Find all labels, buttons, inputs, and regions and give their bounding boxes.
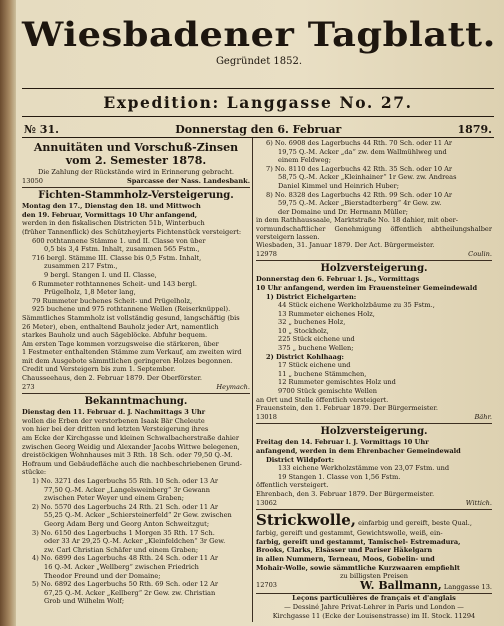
bekannt-item: zw. Carl Christian Schäfer und einem Graben; bbox=[44, 545, 199, 554]
parcel-item: Daniel Kimmel und Heinrich Huber; bbox=[278, 181, 399, 190]
holz1-tail: Frauenstein, den 1. Februar 1879. Der Bürgermeister. bbox=[256, 404, 438, 413]
holz2-heading: Holzversteigerung. bbox=[320, 426, 428, 438]
holz1-district: 2) District Kohlhaag: bbox=[266, 352, 344, 361]
strick-line: zu billigsten Preisen bbox=[339, 572, 409, 581]
masthead bbox=[20, 12, 498, 72]
holz1-item: 13 Rummeter eichenes Holz, bbox=[278, 309, 375, 318]
parcel-item: 58,75 Q.-M. Acker „Kleinhainer“ 1r Gew. zw. Andreas bbox=[278, 173, 457, 182]
fichten-footer bbox=[22, 384, 250, 392]
strick-line: Mohair-Wolle, sowie sämmtliche Kurzwaaren empfiehlt bbox=[256, 563, 460, 572]
fichten-line: Prügelholz, 1,8 Meter lang, bbox=[44, 288, 136, 297]
holz1-item: 17 Stück eichene und bbox=[278, 361, 351, 370]
newspaper-title: Wiesbadener Tagblatt. bbox=[21, 15, 497, 55]
strick-num: 12703 bbox=[256, 580, 277, 589]
holz2-num: 13062 bbox=[256, 498, 277, 507]
bekannt-item: 3) No. 6150 des Lagerbuchs 1 Morgen 35 Rth. 17 Sch. bbox=[32, 528, 215, 537]
fichten-num: 273 bbox=[22, 382, 35, 391]
fichten-line: 0,5 bis 3,4 Fstm. Inhalt, zusammen 565 Fstm., bbox=[44, 245, 200, 254]
closing-sign: Coulin. bbox=[468, 249, 492, 258]
bekannt-item: 1) No. 3271 des Lagerbuchs 55 Rth. 10 Sch. oder 13 Ar bbox=[32, 477, 219, 485]
bekannt-item: 2) No. 5570 des Lagerbuchs 24 Rth. 21 Sch. oder 11 Ar bbox=[32, 502, 219, 511]
closing-line: Wiesbaden, 31. Januar 1879. Der Act. Bürgermeister. bbox=[256, 241, 435, 250]
fichten-line: mit dem Ausgebote sämmtlichen geringeren Holzes begonnen. bbox=[22, 356, 233, 365]
issue-date: Donnerstag den 6. Februar bbox=[175, 123, 342, 136]
holz1-item: 32 „ buchenes Holz, bbox=[278, 318, 346, 327]
bekannt-line: stücke: bbox=[22, 468, 47, 477]
bekannt-line: von hier bei der dritten und letzten Versteigerung ihres bbox=[22, 425, 209, 434]
fichten-sign: Heymach. bbox=[216, 382, 250, 391]
holz2-tail: Ehrenbach, den 3. Februar 1879. Der Bürgermeister. bbox=[256, 489, 435, 498]
issue-number: № 31. bbox=[24, 123, 59, 136]
bekannt-line: wollen die Erben der verstorbenen Isaak Bär Cheleute bbox=[22, 416, 205, 425]
closing-footer bbox=[256, 251, 492, 259]
holz2-line: Freitag den 14. Februar l. J. Vormittags 10 Uhr bbox=[256, 438, 429, 447]
holz2-item: 19 Stangen 1. Classe von 1,56 Fstm. bbox=[278, 472, 401, 481]
parcel-item: einem Feldweg; bbox=[278, 156, 331, 165]
bekannt-item: Grob und Wilhelm Wolf; bbox=[44, 597, 125, 606]
parcel-item: 8) No. 8328 des Lagerbuchs 42 Rth. 99 Sch. oder 10 Ar bbox=[266, 190, 453, 199]
separator bbox=[22, 393, 250, 394]
holz1-item: 11 „ buchene Stämmchen, bbox=[278, 369, 367, 378]
rule-mid bbox=[22, 116, 494, 117]
strick-line: Brooks, Clarks, Elsässer und Pariser Häkelgarn bbox=[256, 546, 433, 555]
holz1-footer bbox=[256, 414, 492, 422]
right-column bbox=[256, 140, 492, 620]
bekannt-item: zwischen Peter Weyer und einem Graben; bbox=[44, 494, 184, 503]
holz2-line: anfangend, werden in dem Ehrenbacher Gemeindewald bbox=[256, 447, 461, 455]
fichten-line: 26 Meter), eben, enthaltend Bauholz jeder Art, namentlich bbox=[22, 322, 219, 331]
fichten-line: Sämmtliches Stammholz ist vollständig gesund, langschäftig (bis bbox=[22, 313, 240, 322]
fichten-line: zusammen 217 Fstm., bbox=[44, 262, 118, 271]
bekannt-line: Dienstag den 11. Februar d. J. Nachmittags 3 Uhr bbox=[22, 408, 206, 417]
holz2-footer bbox=[256, 500, 492, 508]
founded-line: Gegründet 1852. bbox=[215, 56, 303, 67]
ballmann-addr: Langgasse 13. bbox=[443, 582, 492, 591]
bekannt-item: 5) No. 6892 des Lagerbuchs 50 Rth. 69 Sch. oder 12 Ar bbox=[32, 580, 219, 589]
annuitaeten-sign: Sparcasse der Nass. Landesbank. bbox=[127, 176, 250, 185]
holz1-item: 44 Stück eichene Werkholzbäume zu 35 Fstm., bbox=[278, 301, 435, 310]
lecons-line: — Dessiné Jahre Privat-Lehrer in Paris und London — bbox=[284, 602, 464, 611]
fichten-line: Chausseehaus, den 2. Februar 1879. Der Oberförster. bbox=[22, 374, 202, 383]
lecons-line: Kirchgasse 11 (Ecke der Louisenstrasse) im II. Stock. 11294 bbox=[272, 611, 476, 620]
bekannt-line: am Ecke der Kirchgasse und kleinen Schwalbacherstraße dahier bbox=[22, 434, 239, 443]
fichten-line: Credit und Versteigern bis zum 1. September. bbox=[22, 365, 176, 374]
fichten-heading: Fichten-Stammholz-Versteigerung. bbox=[38, 190, 234, 202]
bekannt-line: Hofraum und Gebäudefläche auch die nachbeschriebenen Grund- bbox=[22, 459, 242, 468]
fichten-line: 79 Rummeter buchenes Scheit- und Prügelholz, bbox=[32, 296, 193, 305]
holz2-item: 133 eichene Werkholzstämme von 23,07 Fstm. und bbox=[278, 464, 450, 473]
fichten-line: werden in den fiskalischen Districten 51b, Winterbuch bbox=[22, 219, 205, 228]
separator bbox=[256, 509, 492, 510]
strick-line: farbig, gereift und gestammt, Gewichtswolle, weiß, ein- bbox=[256, 529, 443, 538]
fichten-line: 6 Rummeter rothtannenes Scheit- und 143 bergl. bbox=[32, 279, 197, 288]
lecons-ad bbox=[256, 593, 492, 620]
strick-footer bbox=[256, 578, 492, 592]
holz1-num: 13018 bbox=[256, 412, 277, 421]
holz1-item: 9700 Stück gemischte Wellen bbox=[278, 387, 378, 396]
bekannt-line: zwischen Georg Weidig und Alexander Jacobs Wittwe belegenen, bbox=[22, 442, 240, 451]
holz1-line: Donnerstag den 6. Februar l. Js., Vormittags bbox=[256, 275, 420, 284]
closing-line: vormundschaftlicher Genehmigung öffentlich abtheilungshalber versteigern lassen. bbox=[256, 224, 492, 241]
issue-bar bbox=[24, 123, 492, 136]
bekannt-line: dreistöckigen Wohnhauses mit 3 Rth. 18 Sch. oder 79,50 Q.-M. bbox=[22, 451, 233, 460]
strick-first-line bbox=[256, 512, 492, 529]
holz2-tail: öffentlich versteigert. bbox=[256, 481, 329, 490]
annuitaeten-heading: Annuitäten und Vorschuß-Zinsen vom 2. Semester 1878. bbox=[33, 141, 239, 167]
holz2-district: District Wildpfort: bbox=[266, 455, 335, 464]
fichten-line: Montag den 17., Dienstag den 18. und Mittwoch bbox=[22, 202, 201, 211]
closing-num: 12978 bbox=[256, 249, 277, 258]
strick-line: farbig, gereift und gestammt, Tamischel- Estremadura, bbox=[256, 537, 461, 546]
parcel-item: 6) No. 6908 des Lagerbuchs 44 Rth. 70 Sch. oder 11 Ar bbox=[266, 140, 453, 147]
strick-line: einfarbig und gereift, beste Qual., bbox=[358, 519, 472, 528]
bekannt-item: 67,25 Q.-M. Acker „Kellberg“ 2r Gew. zw. Christian bbox=[44, 588, 216, 597]
rule-top bbox=[22, 88, 494, 89]
bekannt-item: 55,25 Q.-M. Acker „Schiersteinerfeld“ 2r Gew. zwischen bbox=[44, 511, 232, 520]
strick-line: in allen Nummern, Terneau, Moos, Gobelin- und bbox=[256, 554, 435, 563]
separator bbox=[256, 423, 492, 424]
bekannt-item: Georg Adam Berg und Georg Anton Schweitzgut; bbox=[44, 519, 210, 528]
annuitaeten-footer bbox=[22, 178, 250, 186]
lecons-heading: Leçons particulières de français et d'anglais bbox=[292, 594, 456, 603]
left-column bbox=[22, 140, 250, 620]
strickwolle-word: Strickwolle, bbox=[256, 511, 356, 530]
ballmann-firm: W. Ballmann, bbox=[360, 578, 442, 592]
rule-under-issue bbox=[22, 137, 494, 138]
bekannt-item: Theodor Freund und der Domaine; bbox=[44, 571, 161, 580]
issue-year: 1879. bbox=[457, 123, 492, 136]
bekannt-heading: Bekanntmachung. bbox=[84, 396, 188, 408]
fichten-line: 9 bergl. Stangen I. und II. Classe, bbox=[44, 270, 157, 279]
fichten-line: den 19. Februar, Vormittags 10 Uhr anfangend, bbox=[22, 210, 198, 219]
fichten-line: Am ersten Tage kommen vorzugsweise die stärkeren, über bbox=[22, 339, 219, 348]
holz1-item: 10 „ Stockholz, bbox=[278, 326, 329, 335]
separator bbox=[256, 260, 492, 261]
parcel-item: 7) No. 8110 des Lagerbuchs 42 Rth. 35 Sch. oder 10 Ar bbox=[266, 164, 453, 173]
holz1-item: 12 Rummeter gemischtes Holz und bbox=[278, 378, 396, 387]
bekannt-item: 4) No. 6899 des Lagerbuchs 48 Rth. 24 Sch. oder 11 Ar bbox=[32, 554, 219, 563]
fichten-line: 1 Festmeter enthaltenden Stämme zum Verkauf, am zweiten wird bbox=[22, 348, 242, 357]
holz1-line: 10 Uhr anfangend, werden im Frauensteiner Gemeindewald bbox=[256, 283, 478, 292]
bekannt-item: oder 33 Ar 29,25 Q.-M. Acker „Kleinfeldchen“ 3r Gew. bbox=[44, 537, 226, 546]
book-binding bbox=[0, 0, 16, 626]
bekannt-item: 16 Q.-M. Acker „Wellberg“ zwischen Friedrich bbox=[44, 562, 199, 571]
holz2-sign: Wittich. bbox=[465, 498, 492, 507]
holz1-sign: Bähr. bbox=[474, 412, 492, 421]
parcel-item: 59,75 Q.-M. Acker „Bierstadterberg“ 4r Gew. zw. bbox=[278, 199, 442, 208]
parcel-item: der Domaine und Dr. Hermann Müller; bbox=[278, 207, 408, 216]
fichten-line: 925 buchene und 975 rothtannene Wellen (Reiserknüppel). bbox=[32, 305, 231, 314]
fichten-line: (früher Tannenflick) des Schützheyjerts Fichtenstück versteigert: bbox=[22, 227, 242, 236]
bekannt-item: 77,50 Q.-M. Acker „Langelsweinberg“ 3r Gewann bbox=[44, 485, 211, 494]
closing-line: in dem Rathhaussaale, Marktstraße No. 18 dahier, mit ober- bbox=[256, 216, 459, 225]
annuitaeten-body: Die Zahlung der Rückstände wird in Erinnerung gebracht. bbox=[38, 168, 234, 176]
fichten-line: 600 rothtannene Stämme 1. und II. Classe von über bbox=[32, 236, 206, 245]
fichten-line: 716 bergl. Stämme III. Classe bis 0,5 Fstm. Inhalt, bbox=[32, 253, 202, 262]
expedition-line: Expedition: Langgasse No. 27. bbox=[103, 93, 413, 112]
holz1-tail: an Ort und Stelle öffentlich versteigert. bbox=[256, 395, 389, 404]
annuitaeten-num: 13050 bbox=[22, 176, 43, 185]
holz1-item: 225 Stück eichene und bbox=[278, 335, 355, 344]
fichten-line: starkes Bauholz und auch Sägeblöcke. Abfuhr bequem. bbox=[22, 331, 208, 340]
holz1-district: 1) District Eichelgarten: bbox=[266, 292, 357, 301]
holz1-heading: Holzversteigerung. bbox=[320, 263, 428, 275]
separator bbox=[22, 187, 250, 188]
parcel-item: 19,75 Q.-M. Acker „da“ zw. dem Wallmühlweg und bbox=[278, 147, 447, 156]
holz1-item: 375 „ buchene Wellen; bbox=[278, 344, 354, 353]
column-divider bbox=[252, 138, 253, 622]
